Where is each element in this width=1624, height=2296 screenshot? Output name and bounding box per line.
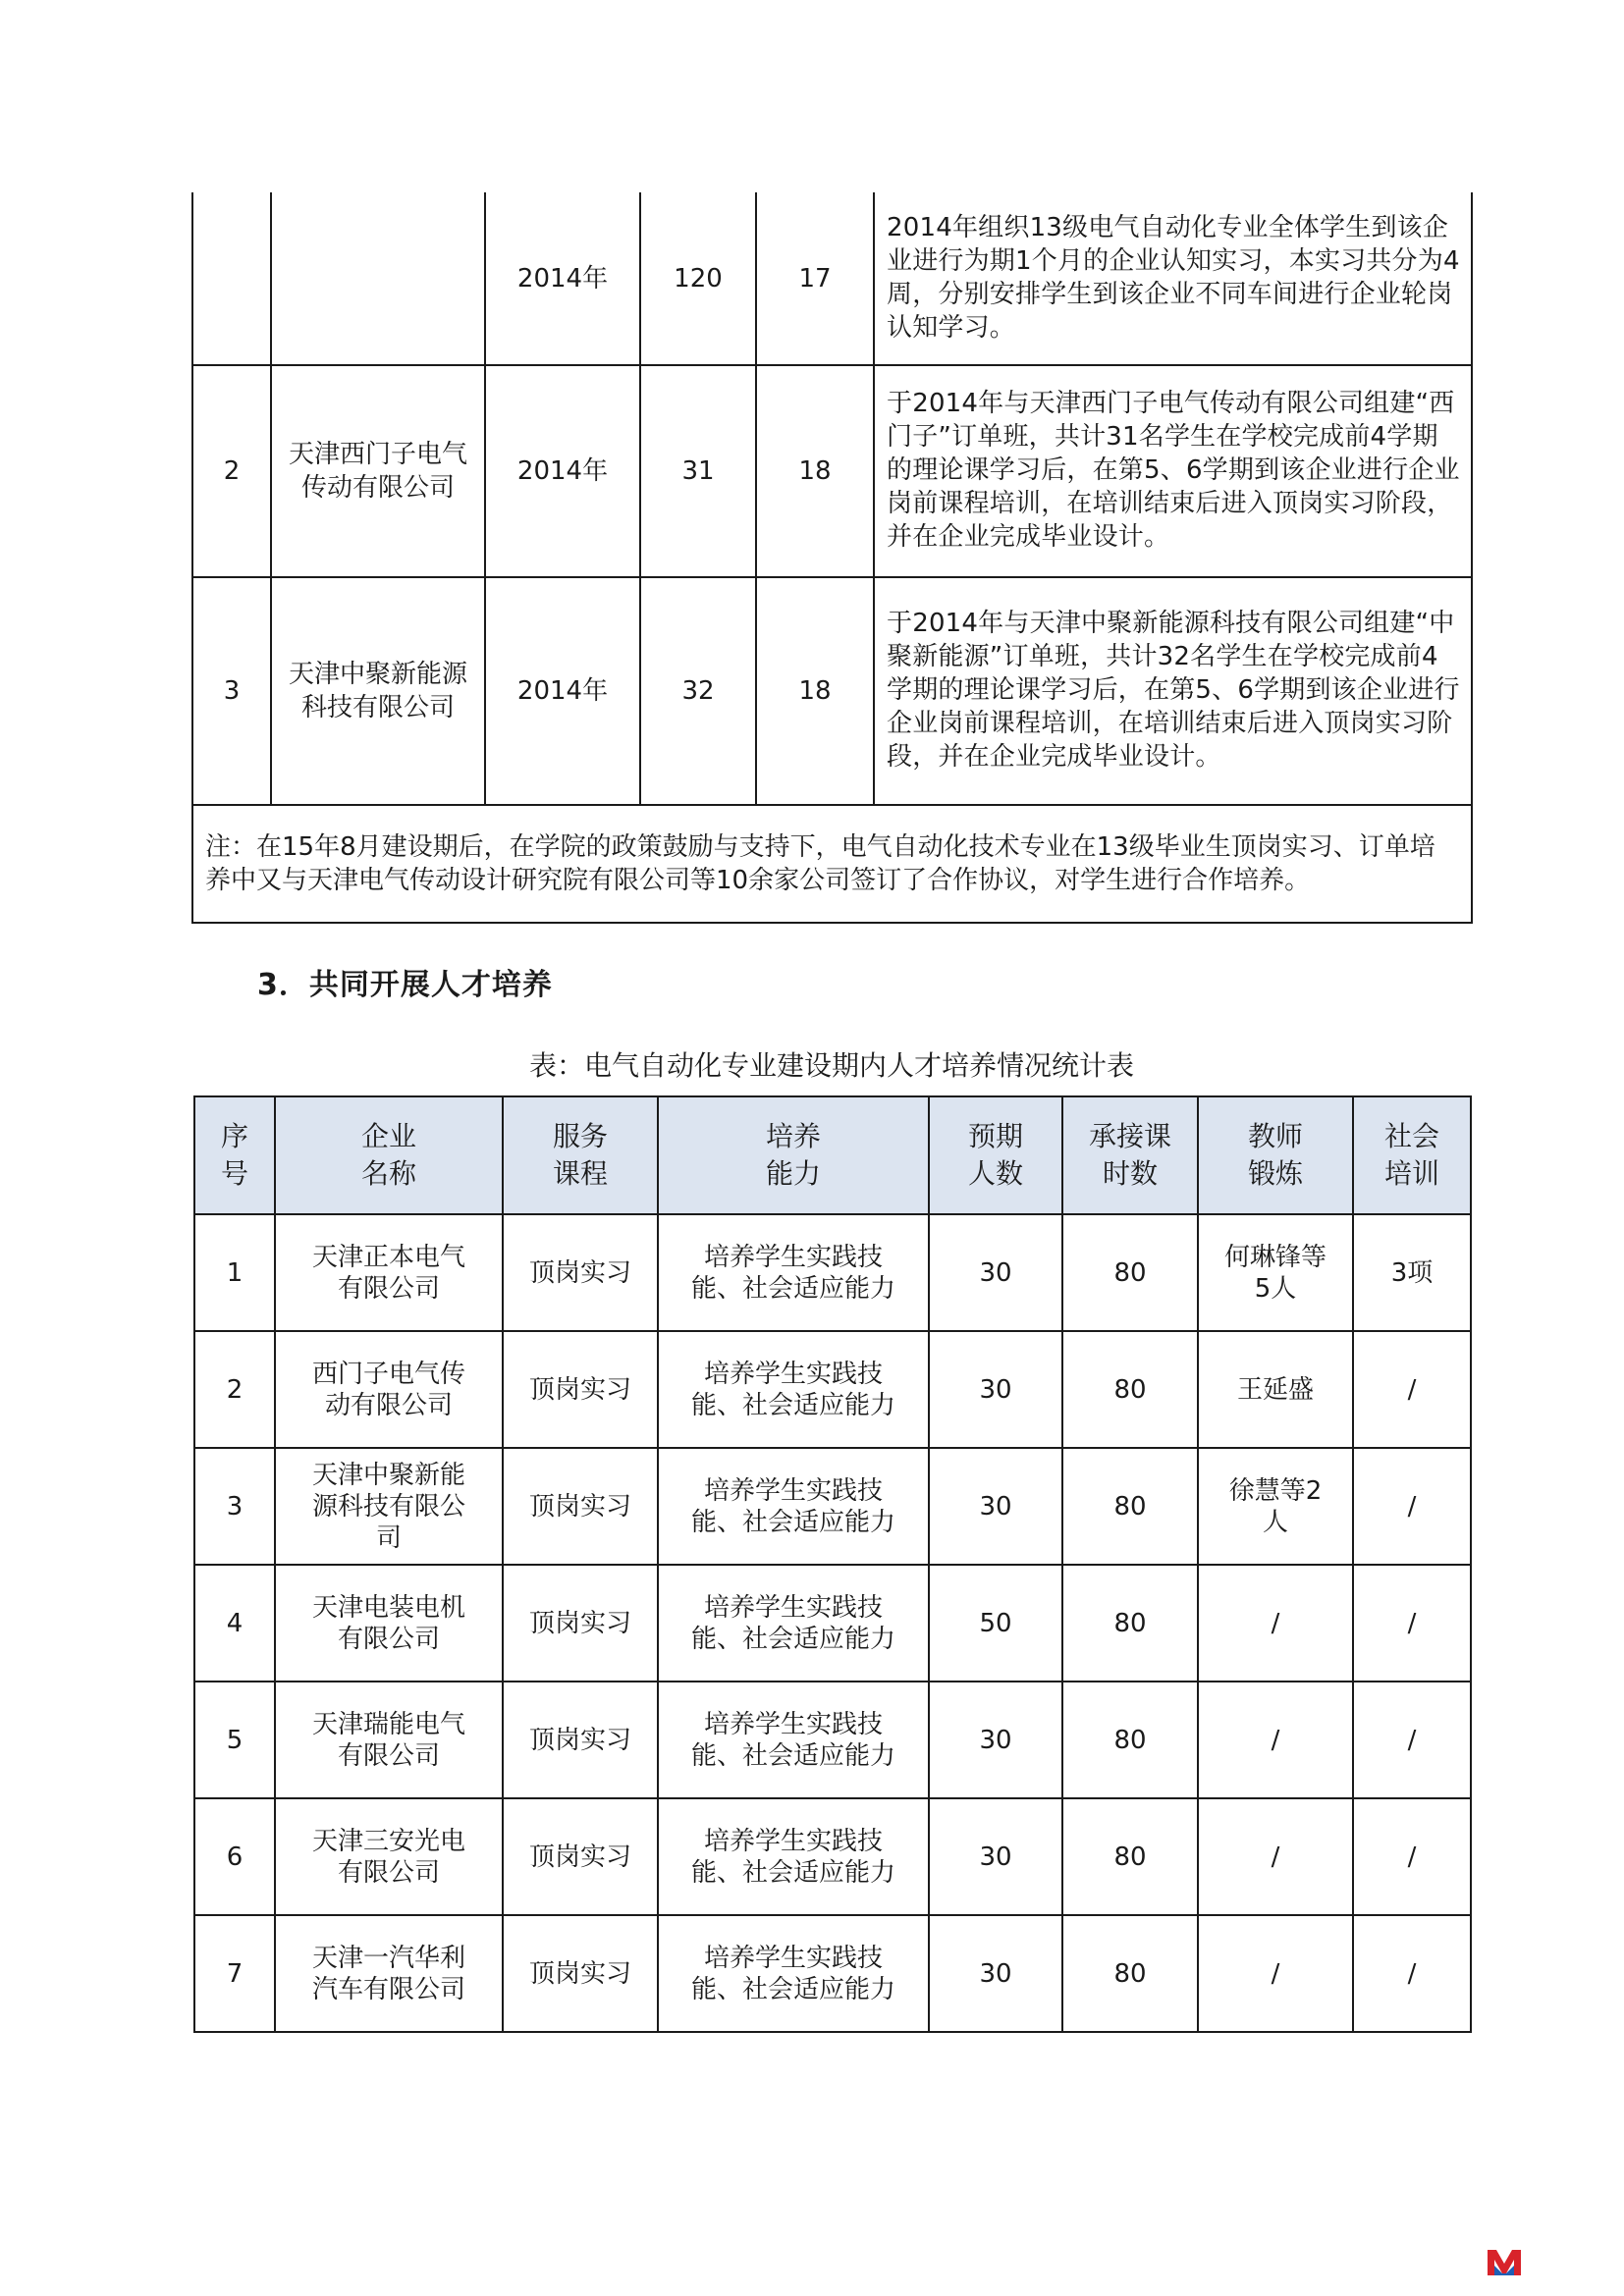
header-cell-number: 序号 [194,1096,275,1214]
row-number [192,192,271,365]
expected-cell: 30 [929,1915,1062,2032]
header-cell-hours: 承接课时数 [1062,1096,1198,1214]
hours-cell: 80 [1062,1214,1198,1331]
description-cell: 于2014年与天津西门子电气传动有限公司组建“西门子”订单班，共计31名学生在学校完成前4学期的理论课学习后，在第5、6学期到该企业进行企业岗前课程培训，在培训结束后进入顶岗实习阶段，并在企业完成毕业设计。 [874,365,1472,577]
section-heading: 3．共同开展人才培养 [257,968,553,1002]
company-name: 天津一汽华利汽车有限公司 [275,1915,503,2032]
hours-cell: 17 [756,192,874,365]
course-cell: 顶岗实习 [503,1798,658,1915]
ability-cell: 培养学生实践技能、社会适应能力 [658,1448,929,1565]
table-row [194,1915,1471,2032]
header-cell-teacher: 教师锻炼 [1198,1096,1353,1214]
social-cell: 3项 [1353,1214,1471,1331]
ability-cell: 培养学生实践技能、社会适应能力 [658,1682,929,1798]
year-cell: 2014年 [485,577,640,805]
teacher-cell: / [1198,1682,1353,1798]
expected-cell: 30 [929,1682,1062,1798]
expected-cell: 30 [929,1448,1062,1565]
expected-cell: 30 [929,1214,1062,1331]
row-number: 7 [194,1915,275,2032]
company-name: 天津西门子电气传动有限公司 [271,365,485,577]
course-cell: 顶岗实习 [503,1448,658,1565]
ability-cell: 培养学生实践技能、社会适应能力 [658,1214,929,1331]
cooperation-table-body [192,192,1472,923]
table-note-row [192,805,1472,923]
description-cell: 2014年组织13级电气自动化专业全体学生到该企业进行为期1个月的企业认知实习，本实习共分为4周，分别安排学生到该企业不同车间进行企业轮岗认知学习。 [874,192,1472,365]
hours-cell: 18 [756,577,874,805]
header-row [194,1096,1471,1214]
social-cell: / [1353,1331,1471,1448]
table-row [192,577,1472,805]
teacher-cell: / [1198,1798,1353,1915]
students-cell: 32 [640,577,756,805]
hours-cell: 80 [1062,1565,1198,1682]
table-row [192,365,1472,577]
watermark-logo-icon [1485,2244,1524,2277]
table-row [194,1448,1471,1565]
header-cell-expected: 预期人数 [929,1096,1062,1214]
course-cell: 顶岗实习 [503,1331,658,1448]
talent-training-table-body [194,1214,1471,2032]
expected-cell: 30 [929,1798,1062,1915]
table-row [194,1565,1471,1682]
company-name [271,192,485,365]
header-cell-course: 服务课程 [503,1096,658,1214]
hours-cell: 18 [756,365,874,577]
description-cell: 于2014年与天津中聚新能源科技有限公司组建“中聚新能源”订单班，共计32名学生在学校完成前4学期的理论课学习后，在第5、6学期到该企业进行企业岗前课程培训，在培训结束后进入顶岗实习阶段，并在企业完成毕业设计。 [874,577,1472,805]
row-number: 3 [192,577,271,805]
talent-training-table [193,1095,1472,2033]
company-name: 天津中聚新能源科技有限公司 [275,1448,503,1565]
row-number: 4 [194,1565,275,1682]
course-cell: 顶岗实习 [503,1214,658,1331]
hours-cell: 80 [1062,1915,1198,2032]
teacher-cell: 何琳锋等5人 [1198,1214,1353,1331]
hours-cell: 80 [1062,1798,1198,1915]
cooperation-table [191,192,1473,924]
row-number: 3 [194,1448,275,1565]
social-cell: / [1353,1448,1471,1565]
company-name: 天津电装电机有限公司 [275,1565,503,1682]
students-cell: 120 [640,192,756,365]
social-cell: / [1353,1798,1471,1915]
table-row [194,1682,1471,1798]
row-number: 6 [194,1798,275,1915]
company-name: 天津瑞能电气有限公司 [275,1682,503,1798]
table-header [194,1096,1471,1214]
teacher-cell: 王延盛 [1198,1331,1353,1448]
social-cell: / [1353,1565,1471,1682]
expected-cell: 30 [929,1331,1062,1448]
year-cell: 2014年 [485,365,640,577]
table-row [194,1214,1471,1331]
teacher-cell: / [1198,1915,1353,2032]
row-number: 5 [194,1682,275,1798]
ability-cell: 培养学生实践技能、社会适应能力 [658,1331,929,1448]
hours-cell: 80 [1062,1448,1198,1565]
table-row [194,1331,1471,1448]
company-name: 天津三安光电有限公司 [275,1798,503,1915]
course-cell: 顶岗实习 [503,1915,658,2032]
teacher-cell: / [1198,1565,1353,1682]
row-number: 2 [194,1331,275,1448]
social-cell: / [1353,1915,1471,2032]
company-name: 天津正本电气有限公司 [275,1214,503,1331]
company-name: 天津中聚新能源科技有限公司 [271,577,485,805]
ability-cell: 培养学生实践技能、社会适应能力 [658,1798,929,1915]
header-cell-ability: 培养能力 [658,1096,929,1214]
table-note: 注：在15年8月建设期后，在学院的政策鼓励与支持下，电气自动化技术专业在13级毕业生顶岗实习、订单培养中又与天津电气传动设计研究院有限公司等10余家公司签订了合作协议，对学生进行合作培养。 [192,805,1472,923]
teacher-cell: 徐慧等2人 [1198,1448,1353,1565]
table-caption: 表：电气自动化专业建设期内人才培养情况统计表 [528,1049,1134,1082]
row-number: 2 [192,365,271,577]
header-cell-company: 企业名称 [275,1096,503,1214]
year-cell: 2014年 [485,192,640,365]
table-row [192,192,1472,365]
course-cell: 顶岗实习 [503,1565,658,1682]
hours-cell: 80 [1062,1331,1198,1448]
social-cell: / [1353,1682,1471,1798]
row-number: 1 [194,1214,275,1331]
table-row [194,1798,1471,1915]
ability-cell: 培养学生实践技能、社会适应能力 [658,1565,929,1682]
course-cell: 顶岗实习 [503,1682,658,1798]
header-cell-social: 社会培训 [1353,1096,1471,1214]
students-cell: 31 [640,365,756,577]
ability-cell: 培养学生实践技能、社会适应能力 [658,1915,929,2032]
company-name: 西门子电气传动有限公司 [275,1331,503,1448]
expected-cell: 50 [929,1565,1062,1682]
hours-cell: 80 [1062,1682,1198,1798]
